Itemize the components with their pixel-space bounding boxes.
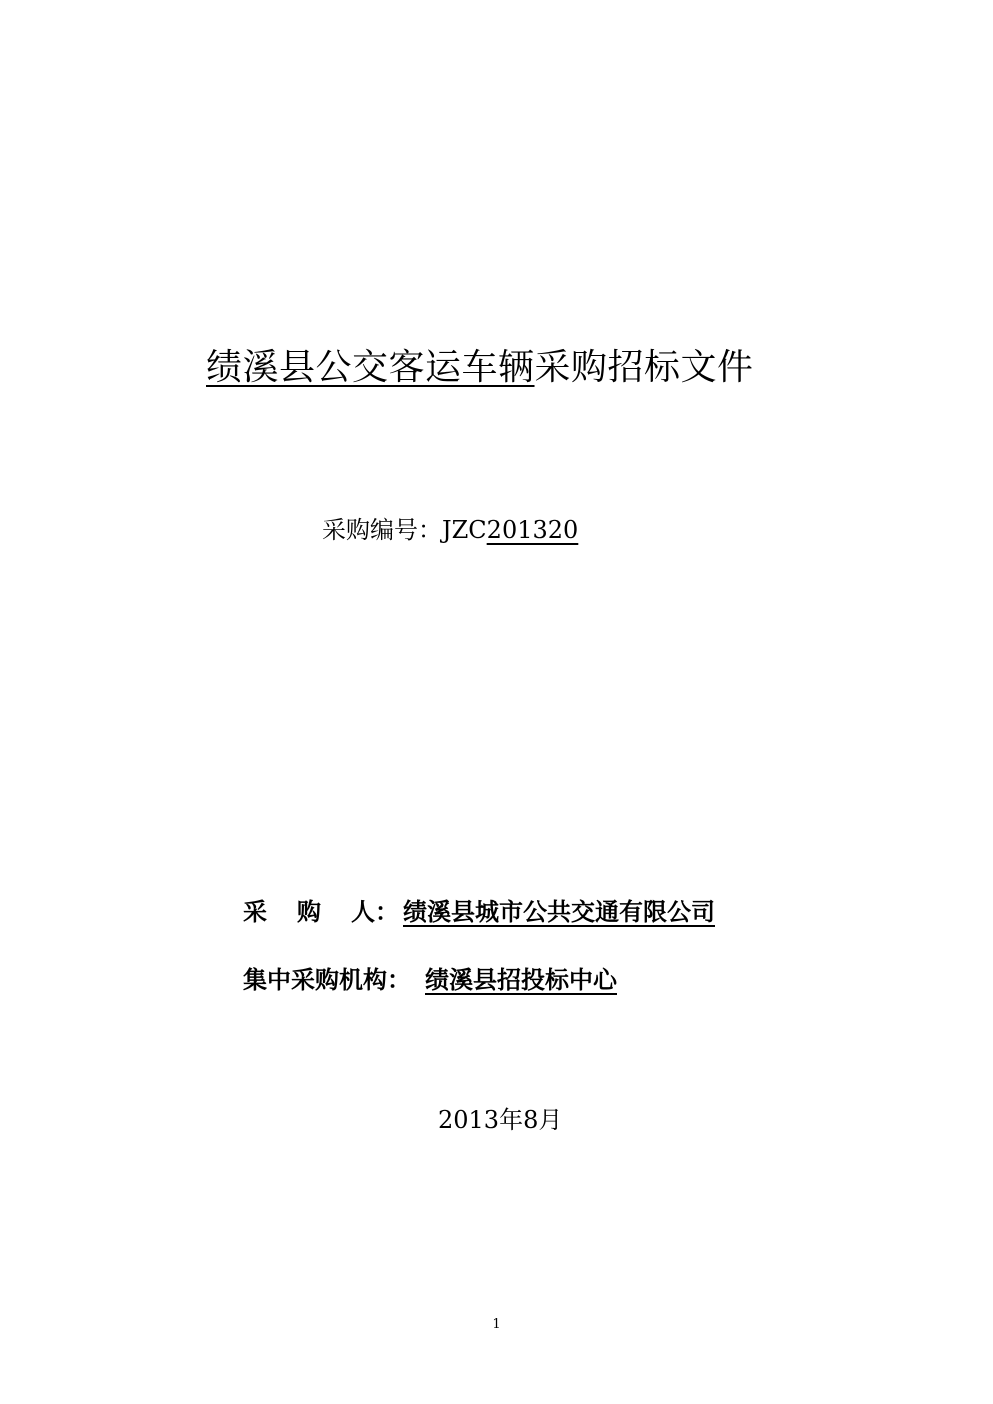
purchaser-label-char: 采 <box>243 897 267 926</box>
document-date: 2013年8月 <box>438 1106 563 1134</box>
agency-value: 绩溪县招投标中心 <box>425 965 617 994</box>
procurement-number-value: 201320 <box>486 516 579 544</box>
procurement-number <box>322 513 578 547</box>
title-rest: 采购招标文件 <box>534 347 754 388</box>
document-title <box>206 345 754 391</box>
purchaser-label <box>243 895 403 929</box>
title-underlined-part: 绩溪县公交客运车辆 <box>206 347 535 388</box>
purchaser-value: 绩溪县城市公共交通有限公司 <box>403 897 715 926</box>
page-number: 1 <box>492 1317 501 1332</box>
agency-row <box>243 963 631 997</box>
purchaser-row <box>243 895 715 929</box>
purchaser-label-char: 人： <box>351 897 399 926</box>
procurement-number-label: 采购编号： <box>322 516 442 544</box>
purchaser-label-char: 购 <box>297 897 321 926</box>
procurement-number-prefix: JZC <box>442 516 487 544</box>
agency-label: 集中采购机构： <box>243 965 411 994</box>
